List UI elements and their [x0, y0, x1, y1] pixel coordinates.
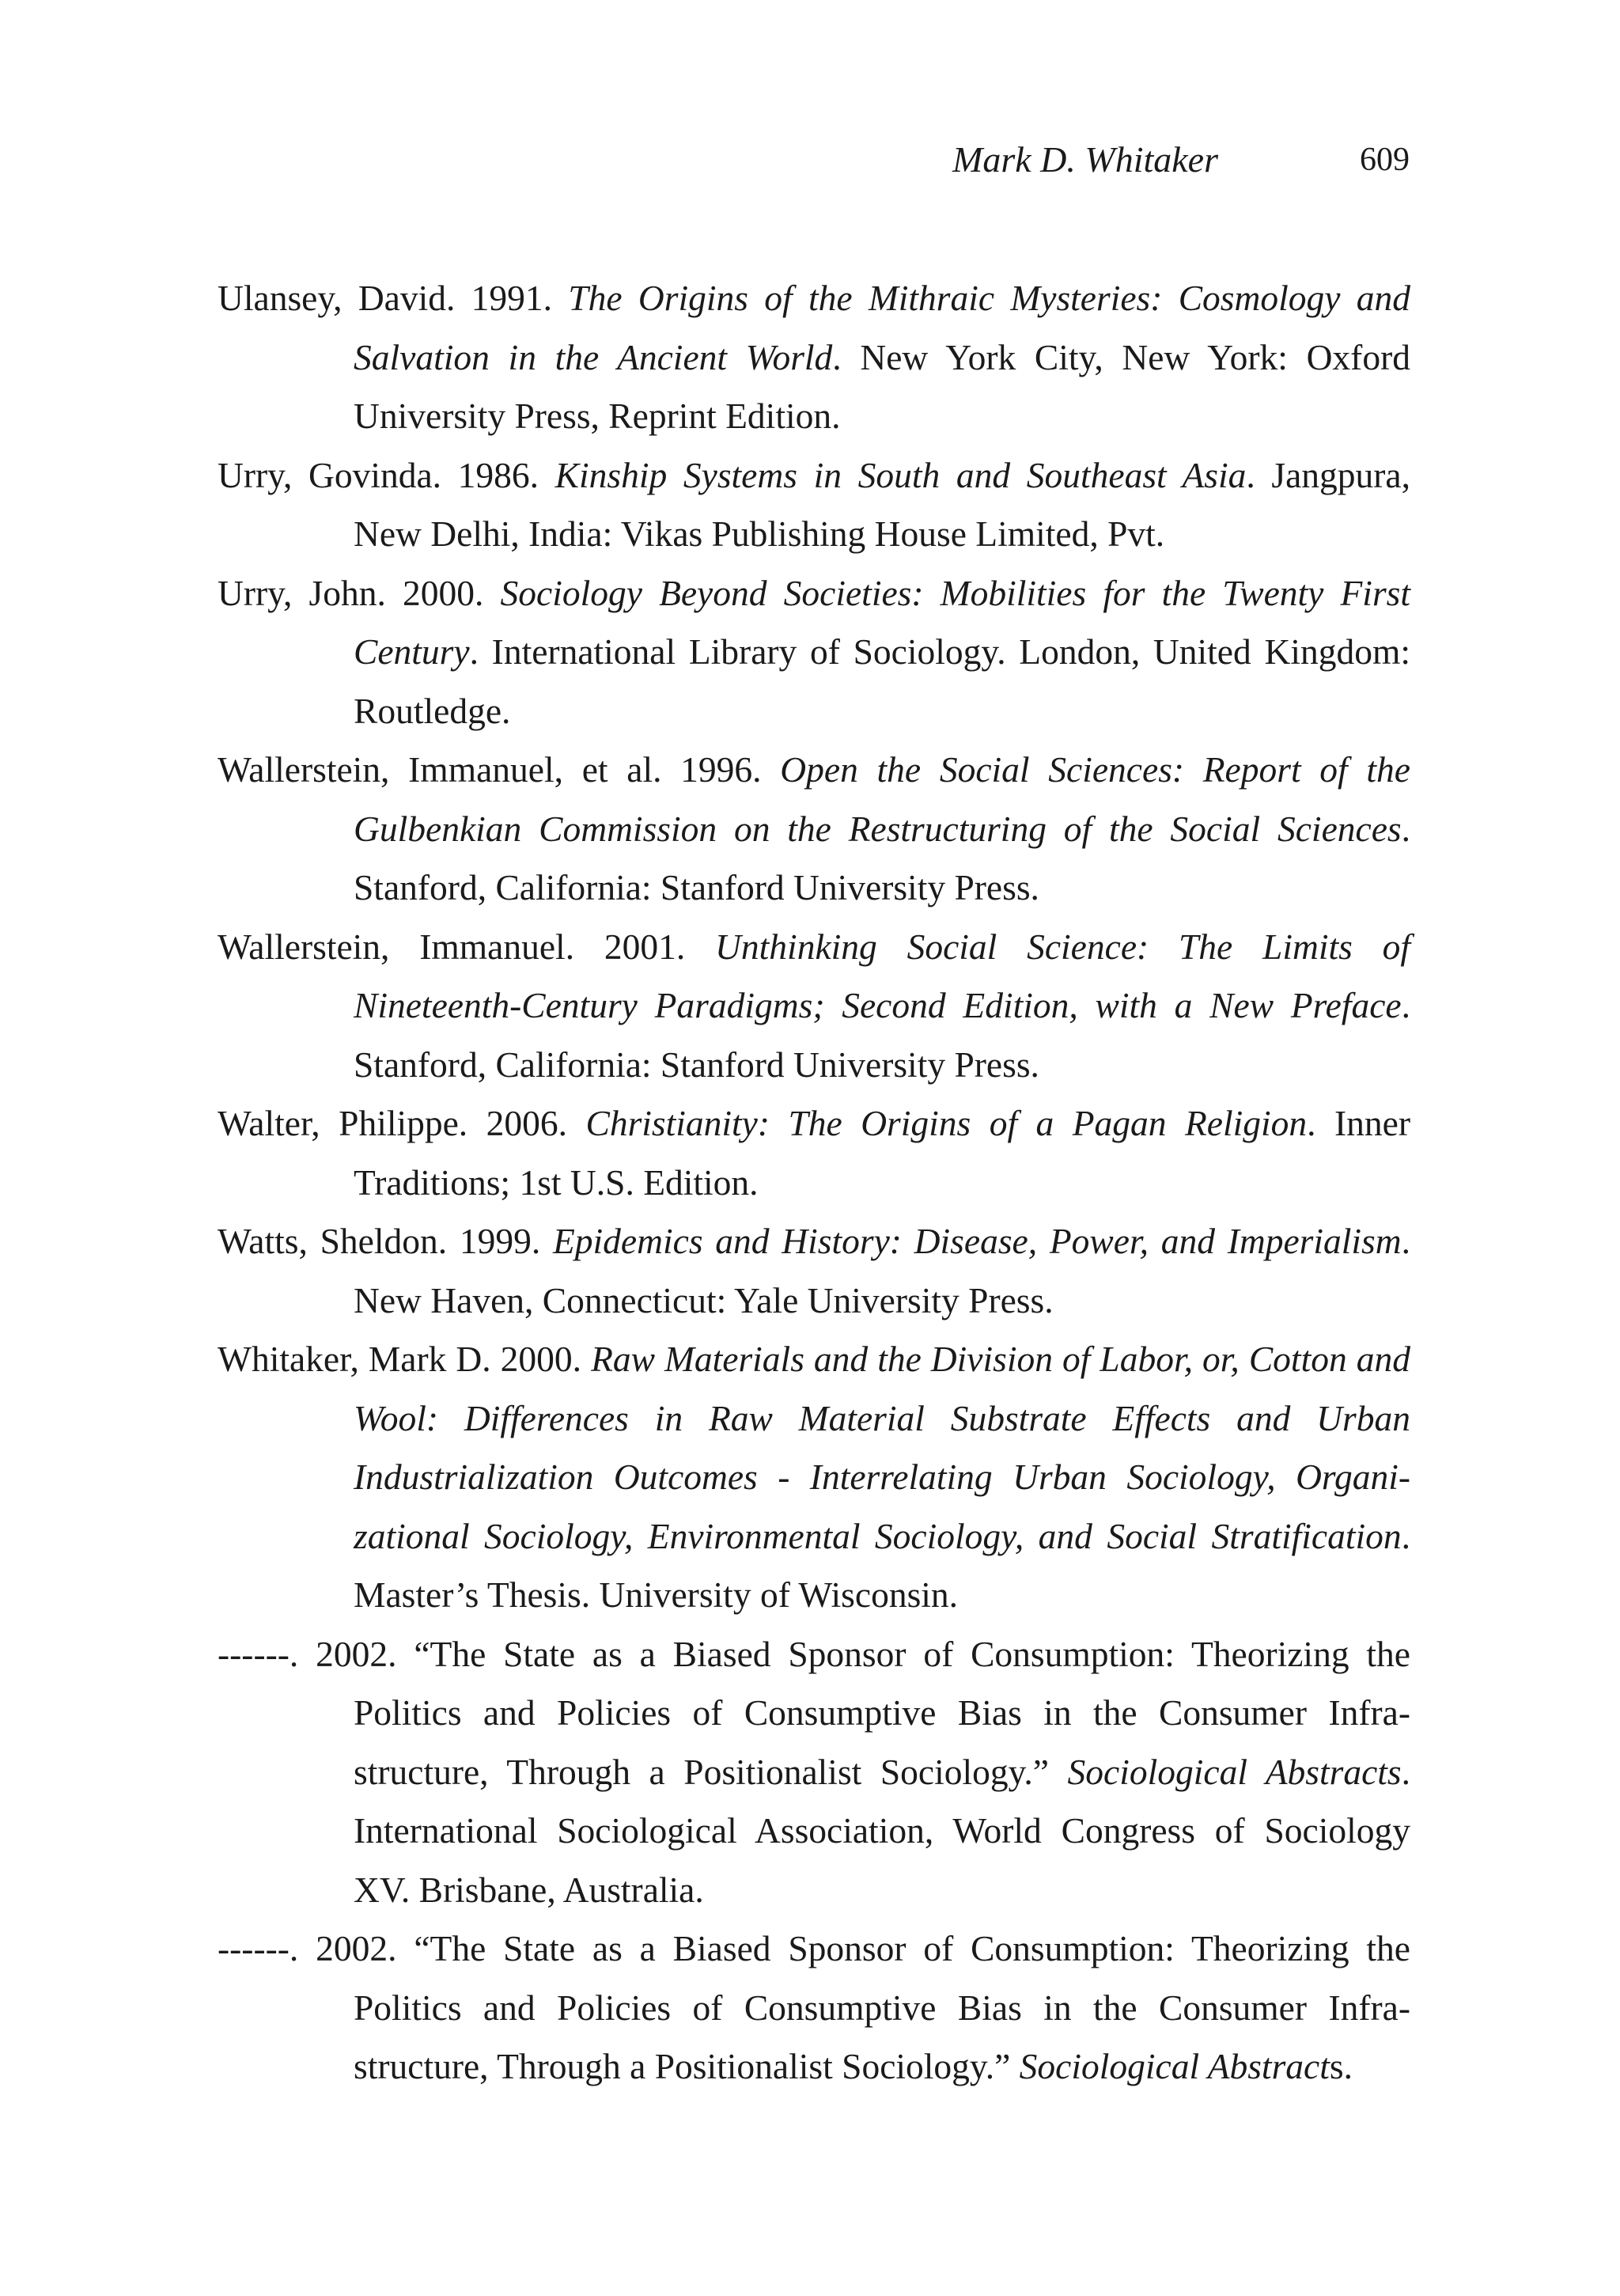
reference-lead: ------. 2002. “The State as a Biased Sponsor of Consumption: Theorizing the Politics and Policies of Consumptive Bias in the Consumer Infrastructure, Through a Positionalist Sociology.”: [218, 1928, 1410, 2086]
reference-title: Sociology Beyond Societies: Mobilities for the Twenty First Century: [354, 572, 1411, 672]
reference-entry: [218, 1625, 1410, 1920]
reference-entry: [218, 1094, 1410, 1212]
reference-lead: Whitaker, Mark D. 2000.: [218, 1339, 592, 1379]
reference-lead: ------. 2002. “The State as a Biased Sponsor of Consumption: Theorizing the Politics and Policies of Consumptive Bias in the Consumer Infrastructure, Through a Positionalist Sociology.”: [218, 1633, 1410, 1792]
reference-lead: Wallerstein, Immanuel, et al. 1996.: [218, 749, 781, 790]
reference-lead: Walter, Philippe. 2006.: [218, 1103, 586, 1143]
reference-lead: Wallerstein, Immanuel. 2001.: [218, 926, 716, 967]
reference-rest: . Jangpura, New Delhi, India: Vikas Publishing House Limited, Pvt.: [354, 454, 1411, 554]
reference-entry: [218, 1919, 1410, 2097]
reference-entry: [218, 918, 1410, 1095]
page-header: [0, 136, 1620, 184]
running-head: Mark D. Whitaker: [952, 139, 1218, 180]
reference-rest: . Stanford, California: Stanford University Press.: [354, 808, 1410, 907]
reference-title: Unthinking Social Science: The Limits of Nineteenth-Century Paradigms; Second Edition, with a New Preface: [354, 926, 1410, 1025]
reference-lead: Watts, Sheldon. 1999.: [218, 1221, 553, 1261]
reference-list: [218, 269, 1410, 2097]
reference-title: Kinship Systems in South and Southeast Asia: [555, 454, 1247, 495]
reference-entry: [218, 564, 1410, 741]
reference-journal: Sociological Abstract: [1019, 2046, 1330, 2086]
reference-rest: . Inner Traditions; 1st U.S. Edition.: [354, 1103, 1411, 1203]
reference-title: Epidemics and History: Disease, Power, and Imperialism: [553, 1221, 1402, 1261]
reference-title: The Origins of the Mithraic Mysteries: Cosmology and Salvation in the Ancient World: [354, 278, 1410, 377]
reference-entry: [218, 1212, 1410, 1330]
reference-entry: [218, 446, 1410, 564]
reference-rest: . International Sociological Association, World Congress of Sociology XV. Brisbane, Australia.: [354, 1751, 1410, 1910]
reference-journal: Sociological Abstracts: [1067, 1751, 1402, 1792]
reference-rest: . International Library of Sociology. London, United Kingdom: Routledge.: [354, 631, 1410, 731]
page-number: 609: [1360, 142, 1410, 178]
reference-rest: . Master’s Thesis. University of Wisconsin.: [354, 1515, 1410, 1615]
reference-entry: [218, 741, 1410, 918]
reference-lead: Urry, Govinda. 1986.: [218, 454, 555, 495]
reference-title: Christianity: The Origins of a Pagan Religion: [585, 1103, 1308, 1143]
reference-entry: [218, 1330, 1410, 1625]
reference-rest: . Stanford, California: Stanford University Press.: [354, 985, 1410, 1085]
reference-rest: . New Haven, Connecticut: Yale University Press.: [354, 1221, 1410, 1320]
reference-lead: Urry, John. 2000.: [218, 572, 501, 613]
reference-entry: [218, 269, 1410, 446]
reference-title: Raw Materials and the Division of Labor, or, Cotton and Wool: Differences in Raw Material Substrate Effects and Urban Industrialization Outcomes - Interrelating Urban Sociology, Organizational Sociology, Environmental Sociology, and Social Stratification: [354, 1339, 1410, 1556]
reference-rest: s.: [1329, 2046, 1353, 2086]
reference-lead: Ulansey, David. 1991.: [218, 278, 569, 318]
reference-title: Open the Social Sciences: Report of the Gulbenkian Commission on the Restructuring of the Social Sciences: [354, 749, 1410, 849]
reference-rest: . New York City, New York: Oxford University Press, Reprint Edition.: [354, 336, 1410, 436]
